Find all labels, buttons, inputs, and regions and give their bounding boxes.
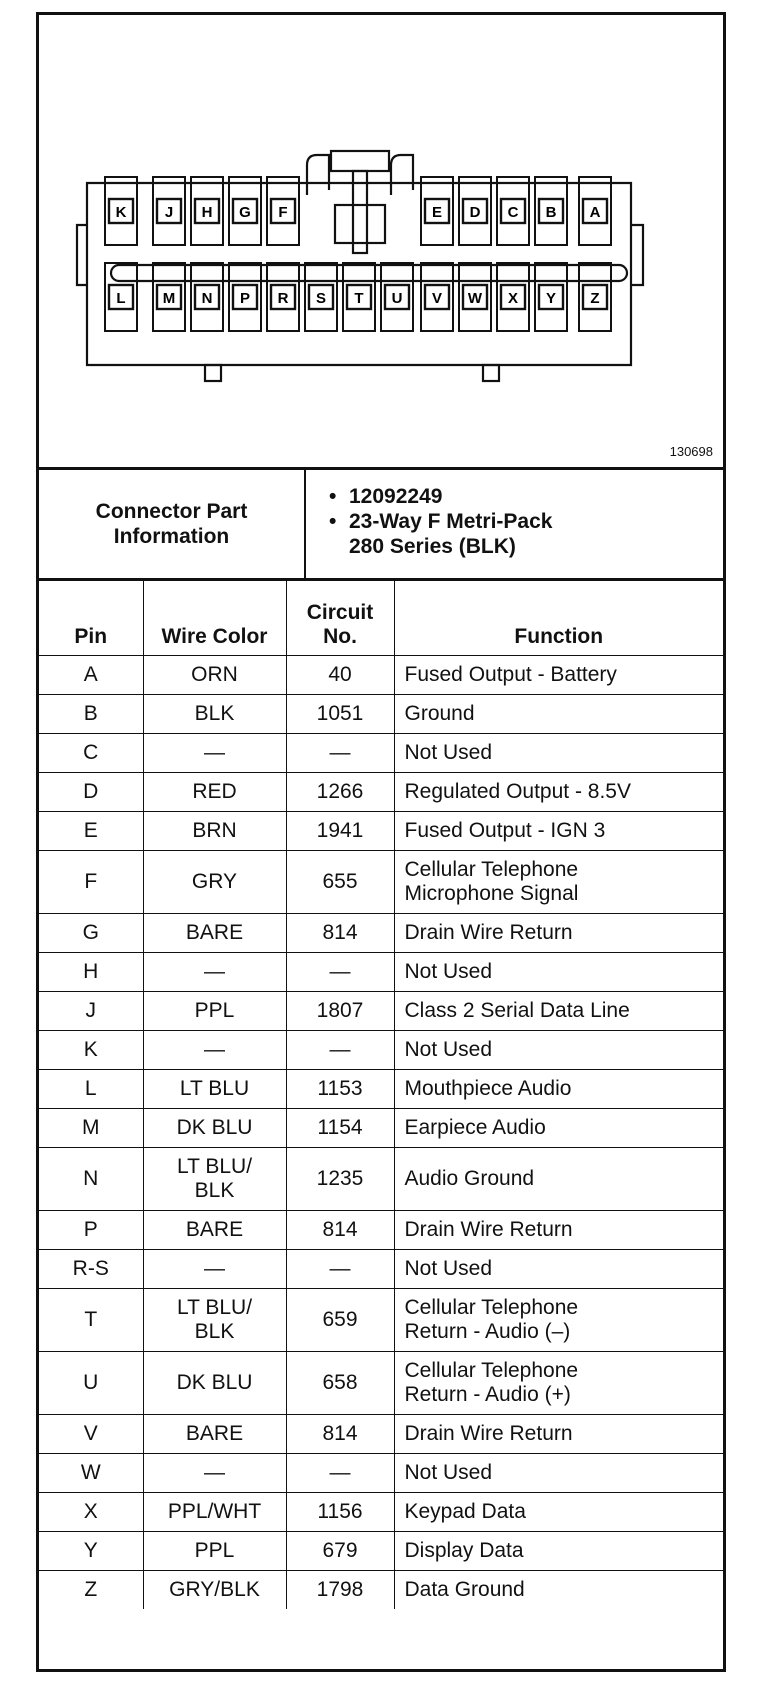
- pin-label: M: [162, 290, 176, 307]
- wire-color-cell: [143, 1532, 286, 1571]
- wire-color-cell: [143, 1289, 286, 1352]
- wire-color-cell: [143, 1031, 286, 1070]
- table-row: [39, 1532, 723, 1571]
- function-cell-line: Not Used: [404, 1038, 493, 1061]
- wire-color-cell-line: PPL: [194, 999, 235, 1022]
- wire-color-cell: [143, 851, 286, 914]
- circuit-cell: 1798: [286, 1571, 394, 1610]
- function-cell-line: Class 2 Serial Data Line: [404, 999, 630, 1022]
- circuit-cell: 1156: [286, 1493, 394, 1532]
- connector-info-label: [39, 470, 306, 578]
- function-cell-line: Fused Output - Battery: [404, 663, 617, 686]
- left-ear: [77, 225, 87, 285]
- pin-cell: V: [39, 1415, 143, 1454]
- wire-color-cell: [143, 656, 286, 695]
- table-row: [39, 1109, 723, 1148]
- circuit-cell: 658: [286, 1352, 394, 1415]
- wire-color-cell-line: RED: [192, 780, 237, 803]
- wire-color-cell-line: BARE: [185, 1218, 244, 1241]
- pin-cell: P: [39, 1211, 143, 1250]
- wire-color-cell-line: —: [204, 741, 225, 764]
- connector-face-diagram: [39, 15, 723, 467]
- header-pin: Pin: [39, 581, 143, 656]
- header-wire-color: Wire Color: [143, 581, 286, 656]
- circuit-cell: 1941: [286, 812, 394, 851]
- circuit-cell: 814: [286, 1211, 394, 1250]
- function-cell-line: Cellular Telephone: [404, 1359, 579, 1382]
- table-row: [39, 773, 723, 812]
- function-cell-line: Return - Audio (+): [404, 1383, 571, 1406]
- pin-cell: H: [39, 953, 143, 992]
- wire-color-cell-line: LT BLU/: [176, 1296, 253, 1319]
- table-row: [39, 953, 723, 992]
- header-circuit-line: Circuit: [306, 601, 374, 624]
- connector-info-label-line: Information: [113, 525, 230, 548]
- pin-label: K: [115, 204, 127, 221]
- wire-color-cell-line: —: [204, 1461, 225, 1484]
- function-cell: [394, 1031, 723, 1070]
- pin-label: S: [315, 290, 327, 307]
- table-row: [39, 1454, 723, 1493]
- pin-label: C: [507, 204, 519, 221]
- table-row: [39, 1250, 723, 1289]
- part-number: 12092249: [349, 485, 443, 508]
- function-cell: [394, 734, 723, 773]
- circuit-cell: —: [286, 1454, 394, 1493]
- figure-id: 130698: [669, 444, 713, 459]
- table-header-row: [39, 581, 723, 656]
- function-cell: [394, 851, 723, 914]
- circuit-cell: 655: [286, 851, 394, 914]
- table-row: [39, 1148, 723, 1211]
- pin-label: A: [589, 204, 601, 221]
- function-cell-line: Not Used: [404, 960, 493, 983]
- header-circuit-no: [286, 581, 394, 656]
- function-cell-line: Drain Wire Return: [404, 1218, 573, 1241]
- pin-label: B: [545, 204, 557, 221]
- circuit-cell: 1154: [286, 1109, 394, 1148]
- pin-label: X: [507, 290, 519, 307]
- function-cell-line: Not Used: [404, 741, 493, 764]
- pin-label: L: [116, 290, 126, 307]
- function-cell: [394, 1454, 723, 1493]
- pin-label: P: [239, 290, 251, 307]
- pin-label: Z: [590, 290, 600, 307]
- pin-label: U: [391, 290, 403, 307]
- wire-color-cell-line: BRN: [192, 819, 237, 842]
- table-row: [39, 1352, 723, 1415]
- pin-cell: R-S: [39, 1250, 143, 1289]
- function-cell: [394, 1250, 723, 1289]
- wire-color-cell-line: —: [204, 1257, 225, 1280]
- pin-label: W: [467, 290, 483, 307]
- wire-color-cell-line: PPL: [194, 1539, 235, 1562]
- function-cell-line: Return - Audio (–): [404, 1320, 571, 1343]
- wire-color-cell: [143, 1571, 286, 1610]
- pin-cell: Z: [39, 1571, 143, 1610]
- connector-part-information: [39, 470, 723, 580]
- pin-cell: B: [39, 695, 143, 734]
- wire-color-cell-line: GRY: [191, 870, 238, 893]
- function-cell-line: Fused Output - IGN 3: [404, 819, 606, 842]
- pin-label: N: [201, 290, 213, 307]
- pin-cell: A: [39, 656, 143, 695]
- wire-color-cell: [143, 734, 286, 773]
- bullet-icon: •: [329, 510, 337, 533]
- function-cell: [394, 1532, 723, 1571]
- function-cell: [394, 1571, 723, 1610]
- connector-info-values: [329, 484, 552, 559]
- wire-color-cell-line: —: [204, 960, 225, 983]
- table-row: [39, 1571, 723, 1610]
- wire-color-cell-line: GRY/BLK: [169, 1578, 260, 1601]
- wire-color-cell: [143, 695, 286, 734]
- function-cell: [394, 1211, 723, 1250]
- pin-label: R: [277, 290, 289, 307]
- circuit-cell: 40: [286, 656, 394, 695]
- header-function: Function: [394, 581, 723, 656]
- table-row: [39, 1493, 723, 1532]
- function-cell-line: Keypad Data: [404, 1500, 526, 1523]
- wire-color-cell-line: BLK: [194, 702, 235, 725]
- function-cell-line: Microphone Signal: [404, 882, 579, 905]
- wire-color-cell: [143, 1415, 286, 1454]
- wire-color-cell-line: LT BLU/: [176, 1155, 253, 1178]
- table-row: [39, 1070, 723, 1109]
- table-row: [39, 1415, 723, 1454]
- circuit-cell: —: [286, 953, 394, 992]
- right-ear: [631, 225, 643, 285]
- table-row: [39, 1211, 723, 1250]
- pin-cell: X: [39, 1493, 143, 1532]
- wire-color-cell: [143, 1211, 286, 1250]
- pin-cell: C: [39, 734, 143, 773]
- wire-color-cell: [143, 1352, 286, 1415]
- latch-lock: [335, 205, 385, 243]
- part-number-item: [329, 484, 552, 509]
- pin-label: E: [431, 204, 443, 221]
- function-cell-line: Regulated Output - 8.5V: [404, 780, 631, 803]
- pin-label: H: [201, 204, 213, 221]
- pinout-table-body: [39, 656, 723, 1610]
- pin-label: G: [239, 204, 251, 221]
- bullet-icon: •: [329, 485, 337, 508]
- table-row: [39, 695, 723, 734]
- header-circuit-line: No.: [323, 625, 357, 648]
- wire-color-cell-line: BARE: [185, 921, 244, 944]
- table-row: [39, 992, 723, 1031]
- function-cell-line: Mouthpiece Audio: [404, 1077, 572, 1100]
- wire-color-cell: [143, 1454, 286, 1493]
- connector-description-item: [329, 509, 552, 559]
- function-cell: [394, 695, 723, 734]
- wire-color-cell-line: —: [204, 1038, 225, 1061]
- function-cell: [394, 1493, 723, 1532]
- function-cell-line: Not Used: [404, 1461, 493, 1484]
- function-cell: [394, 953, 723, 992]
- circuit-cell: —: [286, 734, 394, 773]
- function-cell-line: Data Ground: [404, 1578, 525, 1601]
- pin-label: J: [164, 204, 174, 221]
- function-cell: [394, 1352, 723, 1415]
- wire-color-cell-line: ORN: [191, 663, 238, 686]
- function-cell-line: Drain Wire Return: [404, 921, 573, 944]
- pin-label: T: [354, 290, 364, 307]
- pin-cell: G: [39, 914, 143, 953]
- pin-cell: D: [39, 773, 143, 812]
- function-cell-line: Audio Ground: [404, 1167, 535, 1190]
- wire-color-cell-line: DK BLU: [176, 1371, 253, 1394]
- function-cell: [394, 914, 723, 953]
- separator-slot: [111, 265, 627, 281]
- pin-label: Y: [545, 290, 557, 307]
- table-row: [39, 1031, 723, 1070]
- wire-color-cell: [143, 773, 286, 812]
- table-row: [39, 914, 723, 953]
- function-cell: [394, 1109, 723, 1148]
- pin-cell: Y: [39, 1532, 143, 1571]
- circuit-cell: 1153: [286, 1070, 394, 1109]
- wire-color-cell-line: DK BLU: [176, 1116, 253, 1139]
- circuit-cell: 1051: [286, 695, 394, 734]
- wire-color-cell-line: BLK: [194, 1179, 235, 1202]
- bottom-pin-row: [105, 263, 611, 331]
- function-cell: [394, 992, 723, 1031]
- wire-color-cell: [143, 1148, 286, 1211]
- pin-label: F: [278, 204, 288, 221]
- pin-cell: K: [39, 1031, 143, 1070]
- table-row: [39, 851, 723, 914]
- circuit-cell: 1266: [286, 773, 394, 812]
- pin-cell: F: [39, 851, 143, 914]
- latch-right-post: [391, 155, 413, 195]
- wire-color-cell-line: BLK: [194, 1320, 235, 1343]
- circuit-cell: 1807: [286, 992, 394, 1031]
- function-cell: [394, 1289, 723, 1352]
- pin-label: V: [431, 290, 443, 307]
- top-pin-row: [105, 177, 611, 245]
- pin-cell: U: [39, 1352, 143, 1415]
- function-cell: [394, 1148, 723, 1211]
- wire-color-cell-line: LT BLU: [179, 1077, 250, 1100]
- bottom-key: [205, 365, 221, 381]
- table-row: [39, 1289, 723, 1352]
- pin-cell: E: [39, 812, 143, 851]
- circuit-cell: 814: [286, 914, 394, 953]
- pinout-table: [39, 580, 723, 1609]
- table-row: [39, 812, 723, 851]
- function-cell: [394, 656, 723, 695]
- function-cell-line: Drain Wire Return: [404, 1422, 573, 1445]
- function-cell: [394, 1070, 723, 1109]
- wire-color-cell: [143, 914, 286, 953]
- circuit-cell: 1235: [286, 1148, 394, 1211]
- function-cell-line: Ground: [404, 702, 475, 725]
- latch-left-post: [307, 155, 329, 195]
- wire-color-cell: [143, 1070, 286, 1109]
- function-cell-line: Earpiece Audio: [404, 1116, 546, 1139]
- wire-color-cell-line: PPL/WHT: [167, 1500, 262, 1523]
- circuit-cell: —: [286, 1031, 394, 1070]
- function-cell: [394, 1415, 723, 1454]
- circuit-cell: 814: [286, 1415, 394, 1454]
- function-cell: [394, 812, 723, 851]
- wire-color-cell: [143, 953, 286, 992]
- connector-drawing: [39, 15, 723, 470]
- function-cell-line: Cellular Telephone: [404, 858, 579, 881]
- circuit-cell: 659: [286, 1289, 394, 1352]
- pin-cell: J: [39, 992, 143, 1031]
- pinout-sheet: [36, 12, 726, 1672]
- pin-cell: L: [39, 1070, 143, 1109]
- connector-description-line: 280 Series (BLK): [349, 535, 516, 558]
- pin-cell: W: [39, 1454, 143, 1493]
- wire-color-cell: [143, 812, 286, 851]
- connector-description-line: 23-Way F Metri-Pack: [349, 510, 553, 533]
- connector-info-label-line: Connector Part: [95, 500, 248, 523]
- function-cell-line: Display Data: [404, 1539, 524, 1562]
- pin-cell: T: [39, 1289, 143, 1352]
- wire-color-cell: [143, 992, 286, 1031]
- circuit-cell: 679: [286, 1532, 394, 1571]
- pin-cell: M: [39, 1109, 143, 1148]
- wire-color-cell-line: BARE: [185, 1422, 244, 1445]
- latch-bar: [331, 151, 389, 171]
- function-cell-line: Cellular Telephone: [404, 1296, 579, 1319]
- wire-color-cell: [143, 1250, 286, 1289]
- pin-label: D: [469, 204, 481, 221]
- table-row: [39, 734, 723, 773]
- pin-cell: N: [39, 1148, 143, 1211]
- function-cell: [394, 773, 723, 812]
- circuit-cell: —: [286, 1250, 394, 1289]
- bottom-key: [483, 365, 499, 381]
- table-row: [39, 656, 723, 695]
- wire-color-cell: [143, 1109, 286, 1148]
- wire-color-cell: [143, 1493, 286, 1532]
- function-cell-line: Not Used: [404, 1257, 493, 1280]
